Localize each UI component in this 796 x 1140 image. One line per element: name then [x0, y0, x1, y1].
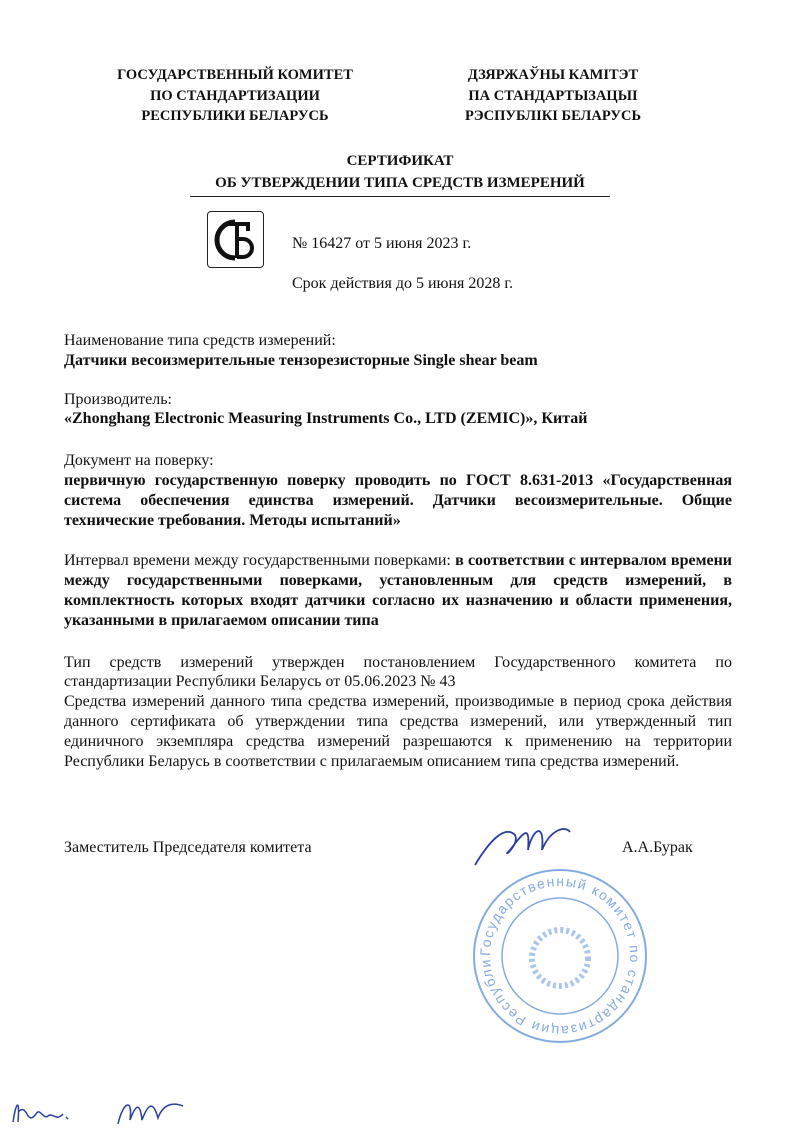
section-verification-doc [64, 451, 732, 530]
section-label: Наименование типа средств измерений: [64, 332, 336, 349]
header-line: ДЗЯРЖАЎНЫ КАМІТЭТ [467, 67, 639, 83]
title-line: ОБ УТВЕРЖДЕНИИ ТИПА СРЕДСТВ ИЗМЕРЕНИЙ [215, 175, 585, 191]
certificate-number: № 16427 от 5 июня 2023 г. [292, 235, 472, 252]
section-manufacturer [64, 390, 732, 430]
section-interval [64, 551, 732, 630]
validity-date: Срок действия до 5 июня 2028 г. [292, 275, 514, 292]
header-right [403, 65, 703, 127]
section-label: Производитель: [64, 390, 172, 408]
section-type-name [64, 331, 732, 371]
approval-text: Тип средств измерений утвержден постановлением Государственного комитета по стандартизации Республики Беларусь от 05.06.2023 № 43 [64, 653, 732, 691]
title-divider [190, 196, 610, 197]
handwritten-signature [470, 820, 580, 875]
permission-text: Средства измерений данного типа средства измерений, производимые в период срока действия данного сертификата об утверждении типа средства измерений, или утвержденный тип единичного экземпляра средства измерений разрешаются к применению на территории Республики Беларусь в соответствии с прилагаемым описанием типа средства измерений. [64, 693, 732, 770]
document-body [64, 331, 732, 771]
header-line: РЭСПУБЛІКІ БЕЛАРУСЬ [464, 108, 642, 124]
document-title [150, 150, 650, 194]
section-value: «Zhonghang Electronic Measuring Instruments Co., LTD (ZEMIC)», Китай [64, 410, 588, 428]
header-left [85, 65, 385, 127]
section-value: в соответствии с интервалом времени между государственными поверками, установленным для средств измерений, в комплектность которых входят датчики согласно их назначению и области применения, указанными в прилагаемом описании типа [64, 552, 733, 629]
footer-initials [8, 1092, 208, 1132]
signatory-position: Заместитель Председателя комитета [64, 839, 312, 856]
header-line: ПО СТАНДАРТИЗАЦИИ [150, 87, 320, 104]
header-line: ПА СТАНДАРТЫЗАЦЫІ [468, 87, 638, 104]
section-value: Датчики весоизмерительные тензорезисторные Single shear beam [64, 351, 538, 369]
title-line: СЕРТИФИКАТ [346, 153, 454, 169]
header-line: РЕСПУБЛИКИ БЕЛАРУСЬ [141, 108, 329, 124]
stamp-text: Государственный комитет по стандартизации Республи [476, 872, 644, 1040]
official-stamp [470, 866, 650, 1046]
signatory-name: А.А.Бурак [622, 839, 693, 856]
section-label: Интервал времени между государственными поверками: [64, 552, 451, 570]
header-line: ГОСУДАРСТВЕННЫЙ КОМИТЕТ [117, 67, 353, 83]
section-label: Документ на поверку: [64, 452, 214, 470]
gosstandart-logo-icon [207, 211, 264, 268]
section-value: первичную государственную поверку проводить по ГОСТ 8.631-2013 «Государственная система обеспечения единства измерений. Датчики весоизмерительные. Общие технические требования. Методы испытаний» [64, 471, 732, 529]
